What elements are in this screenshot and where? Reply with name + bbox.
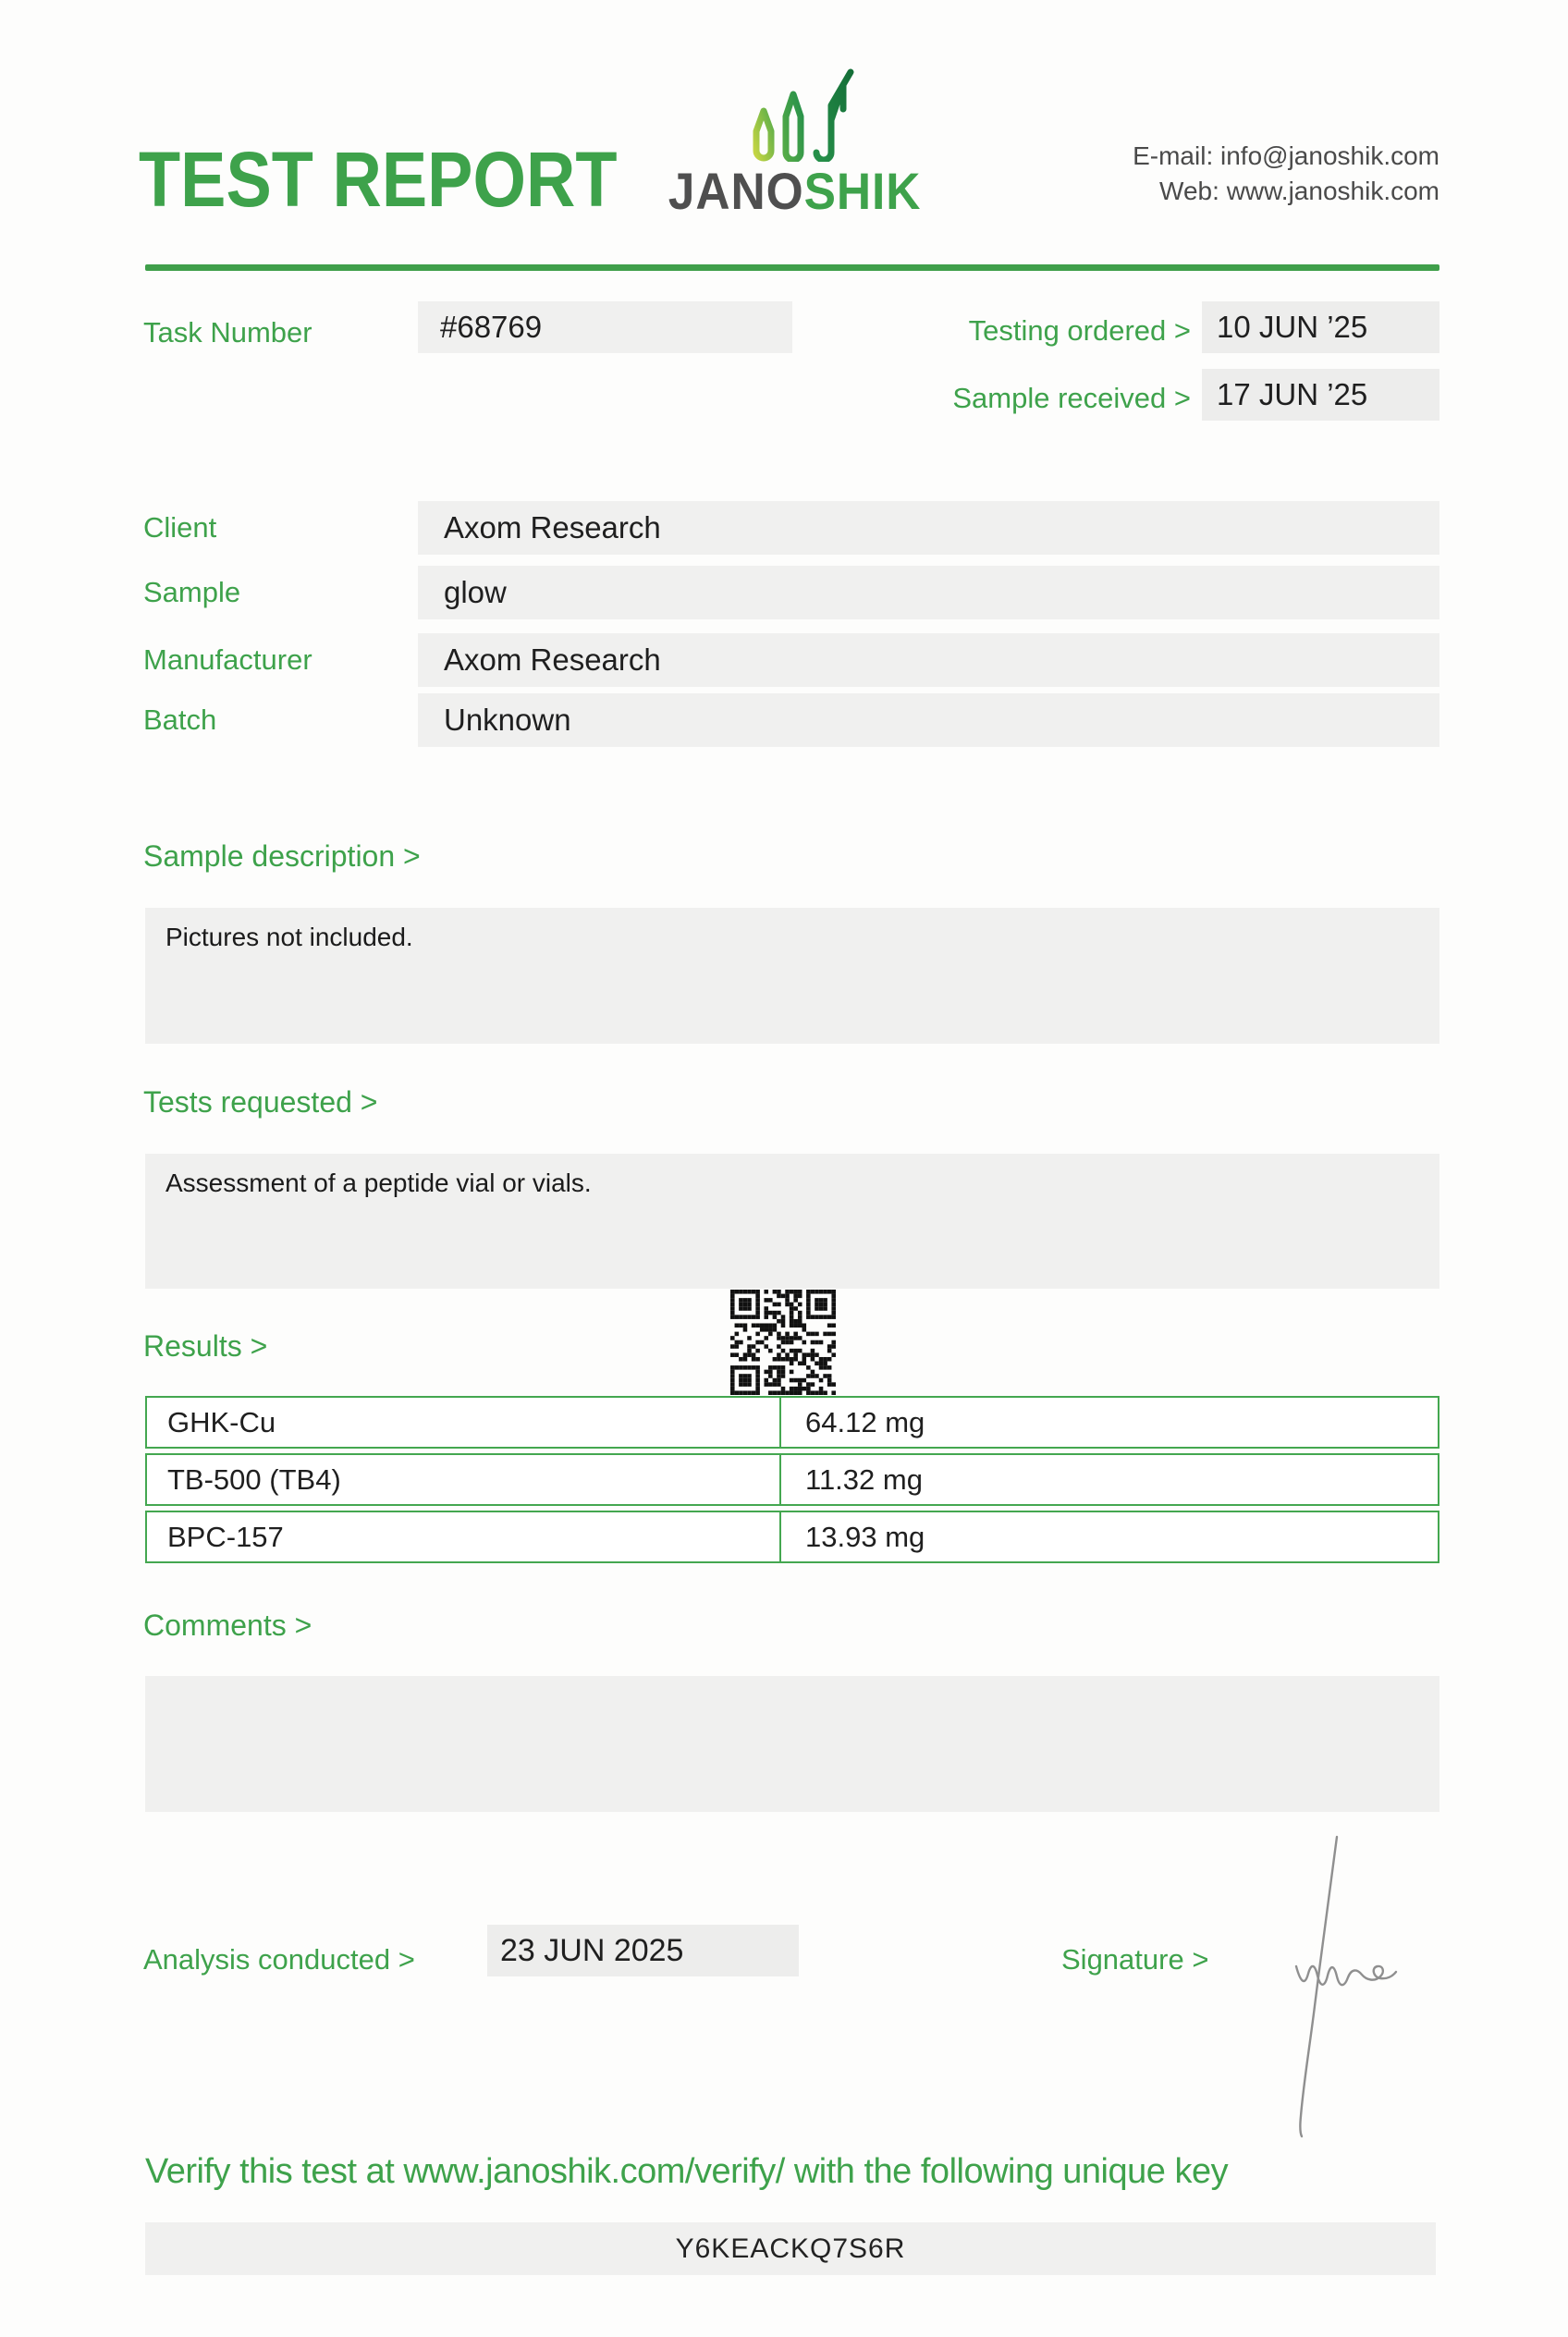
comments-box <box>145 1676 1439 1812</box>
contact-block <box>1133 139 1439 209</box>
brand-wordmark-left: JANO <box>668 162 804 220</box>
amount-cell: 13.93 mg <box>805 1520 925 1553</box>
brand-wordmark-right: SHIK <box>803 162 922 220</box>
email-value: info@janoshik.com <box>1220 141 1439 170</box>
sample-description-heading: Sample description > <box>143 839 421 873</box>
batch-label: Batch <box>143 704 217 736</box>
janoshik-peaks-logo-icon <box>735 65 888 162</box>
sample-received-value: 17 JUN ’25 <box>1202 369 1439 421</box>
qr-code <box>730 1290 836 1395</box>
contact-web-line <box>1133 174 1439 209</box>
amount-cell: 11.32 mg <box>805 1462 923 1496</box>
unique-key-value: Y6KEACKQ7S6R <box>145 2222 1436 2275</box>
sample-received-label: Sample received > <box>952 382 1191 414</box>
analysis-conducted-date: 23 JUN 2025 <box>487 1925 799 1976</box>
testing-ordered-label: Testing ordered > <box>968 314 1191 347</box>
manufacturer-label: Manufacturer <box>143 643 312 676</box>
analyte-cell: GHK-Cu <box>147 1398 781 1447</box>
manufacturer-value: Axom Research <box>418 633 1439 687</box>
client-value: Axom Research <box>418 501 1439 555</box>
results-table-row <box>145 1453 1439 1506</box>
sample-description-box: Pictures not included. <box>145 908 1439 1044</box>
testing-ordered-value: 10 JUN ’25 <box>1202 301 1439 353</box>
comments-heading: Comments > <box>143 1609 312 1642</box>
results-table-row <box>145 1396 1439 1449</box>
handwritten-signature <box>1283 1835 1403 2140</box>
analyte-cell: BPC-157 <box>147 1512 781 1561</box>
amount-cell: 64.12 mg <box>805 1405 925 1438</box>
web-label: Web: <box>1159 176 1219 205</box>
brand-wordmark <box>668 161 922 221</box>
analyte-cell: TB-500 (TB4) <box>147 1455 781 1504</box>
header-divider-rule <box>145 264 1439 271</box>
tests-requested-box: Assessment of a peptide vial or vials. <box>145 1154 1439 1289</box>
email-label: E-mail: <box>1133 141 1214 170</box>
results-table-row <box>145 1511 1439 1563</box>
tests-requested-heading: Tests requested > <box>143 1085 378 1119</box>
signature-label: Signature > <box>1061 1943 1209 1976</box>
contact-email-line <box>1133 139 1439 174</box>
analysis-conducted-label: Analysis conducted > <box>143 1943 415 1976</box>
batch-value: Unknown <box>418 693 1439 747</box>
task-number-label: Task Number <box>143 316 312 349</box>
verify-instruction: Verify this test at www.janoshik.com/verify/ with the following unique key <box>145 2152 1229 2191</box>
page-title: TEST REPORT <box>139 136 618 223</box>
results-table <box>145 1396 1439 1568</box>
web-value: www.janoshik.com <box>1226 176 1439 205</box>
results-heading: Results > <box>143 1329 268 1363</box>
task-number-value: #68769 <box>418 301 792 353</box>
sample-value: glow <box>418 566 1439 619</box>
client-label: Client <box>143 511 217 544</box>
sample-label: Sample <box>143 576 241 608</box>
